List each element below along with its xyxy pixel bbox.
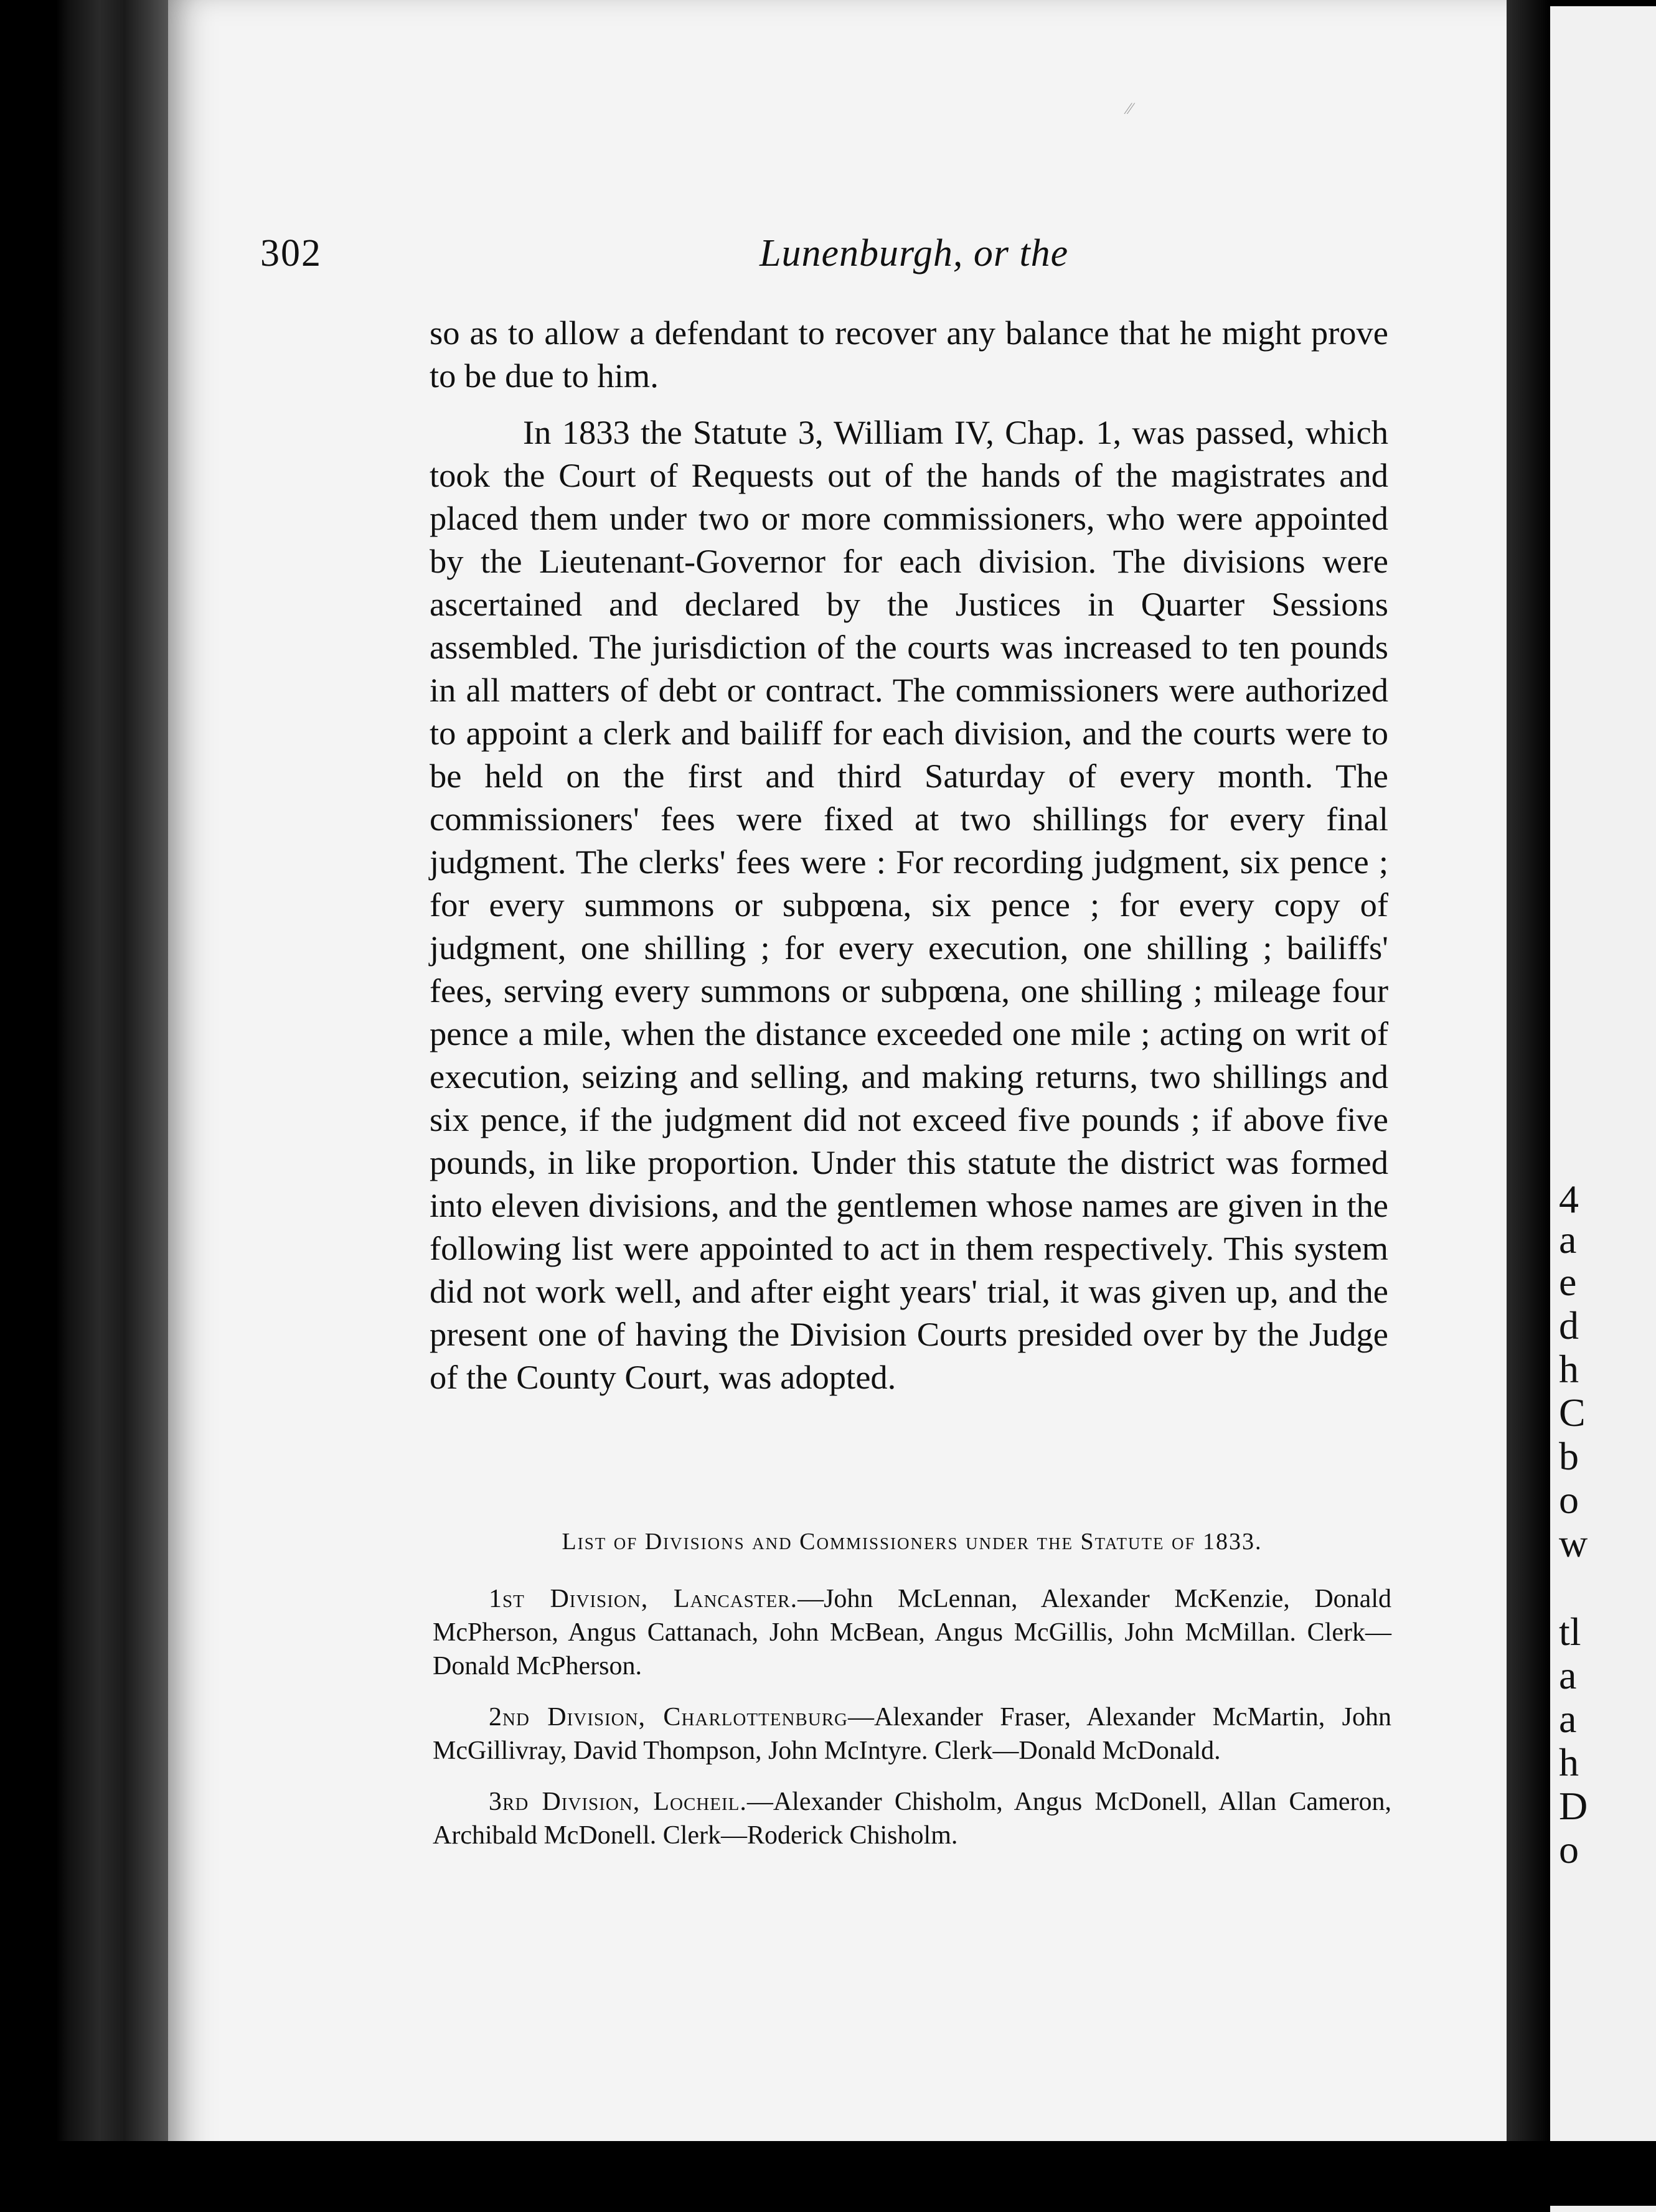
division-entry (433, 1700, 1391, 1768)
division-title: 3rd Division, Locheil. (489, 1788, 747, 1816)
facing-fragment: h (1559, 1740, 1579, 1784)
facing-fragment: h (1559, 1347, 1579, 1391)
paragraph: In 1833 the Statute 3, William IV, Chap. 1, was passed, which took the Court of Requests out of the hands of the magistrates and placed them under two or more commissioners, who were appointed by the Lieutenant-Governor for each division. The divisions were ascertained and declared by the Justices in Quarter Sessions assembled. The jurisdiction of the courts was increased to ten pounds in all matters of debt or contract. The commissioners were authorized to appoint a clerk and bailiff for each division, and the courts were to be held on the first and third Saturday of every month. The commissioners' fees were fixed at two shillings for every final judgment. The clerks' fees were : For recording judgment, six pence ; for every summons or subpœna, six pence ; for every copy of judgment, one shilling ; for every execution, one shilling ; bailiffs' fees, serving every summons or subpœna, one shilling ; mileage four pence a mile, when the distance exceeded one mile ; acting on writ of execution, seizing and selling, and making returns, two shillings and six pence, if the judgment did not exceed five pounds ; if above five pounds, in like proportion. Under this statute the district was formed into eleven divisions, and the gentlemen whose names are given in the following list were appointed to act in them respectively. This system did not work well, and after eight years' trial, it was given up, and the present one of having the Division Courts presided over by the Judge of the County Court, was adopted. (430, 413, 1388, 1396)
division-list (433, 1582, 1391, 1870)
page-gutter (1507, 0, 1550, 2206)
facing-fragment: o (1559, 1827, 1579, 1872)
facing-fragment: b (1559, 1434, 1579, 1478)
division-members: —John McLennan, Alexander McKenzie, Donald McPherson, Angus Cattanach, John McBean, Angus McGillis, John McMillan. Clerk—Donald McPherson. (433, 1585, 1391, 1680)
facing-fragment: w (1559, 1521, 1588, 1565)
body-text (430, 311, 1388, 1399)
facing-fragment: d (1559, 1303, 1579, 1347)
division-members: —Alexander Chisholm, Angus McDonell, Allan Cameron, Archibald McDonell. Clerk—Roderick Chisholm. (433, 1788, 1391, 1850)
facing-fragment: D (1559, 1784, 1588, 1828)
division-title: 2nd Division, Charlottenburg (489, 1703, 848, 1732)
pencil-mark: ⁄⁄ (1127, 100, 1132, 118)
division-title: 1st Division, Lancaster. (489, 1585, 798, 1613)
facing-fragment: a (1559, 1217, 1577, 1262)
page-number: 302 (260, 232, 322, 274)
running-title: Lunenburgh, or the (760, 232, 1069, 274)
division-entry (433, 1785, 1391, 1852)
division-members: —Alexander Fraser, Alexander McMartin, John McGillivray, David Thompson, John McIntyre. Clerk—Donald McDonald. (433, 1703, 1391, 1765)
facing-fragment: a (1559, 1653, 1577, 1697)
facing-fragment: tl (1559, 1610, 1581, 1654)
facing-fragment: C (1559, 1390, 1586, 1435)
scan-bottom-edge (0, 2141, 1656, 2206)
facing-fragment: 4 (1559, 1177, 1579, 1221)
facing-fragment: o (1559, 1478, 1579, 1522)
book-binding-edge (0, 0, 181, 2206)
facing-page-edge (1550, 6, 1656, 2212)
facing-fragment: e (1559, 1260, 1577, 1304)
paragraph: so as to allow a defendant to recover any balance that he might prove to be due to him. (430, 314, 1388, 395)
list-heading: List of Divisions and Commissioners under the Statute of 1833. (562, 1529, 1263, 1555)
division-entry (433, 1582, 1391, 1683)
facing-fragment: a (1559, 1697, 1577, 1741)
